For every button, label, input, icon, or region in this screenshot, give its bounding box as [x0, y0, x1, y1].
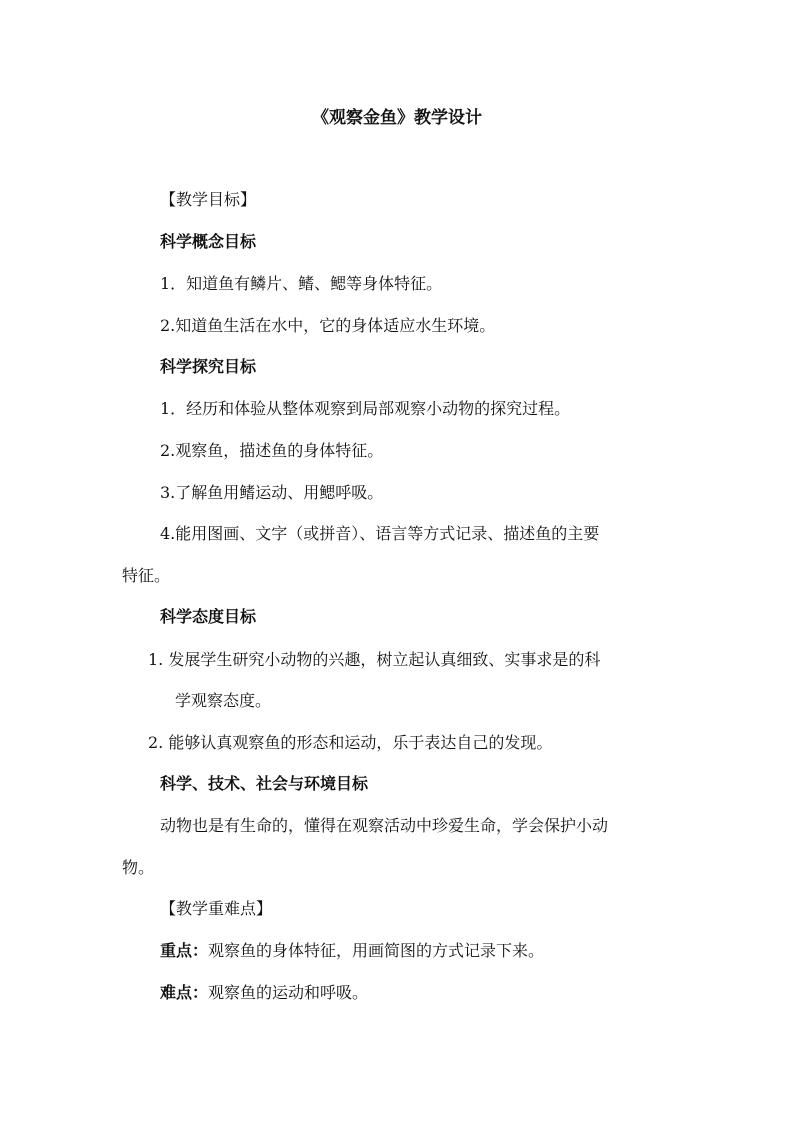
sts-item-1-continued: 物。: [122, 858, 155, 877]
key-point-text: 观察鱼的身体特征，用画简图的方式记录下来。: [208, 941, 545, 960]
key-point-line: [160, 941, 544, 961]
document-title: 《观察金鱼》教学设计: [312, 108, 482, 128]
section-heading-key-points: 【教学重难点】: [160, 899, 273, 918]
concept-item-2: 2.知道鱼生活在水中，它的身体适应水生环境。: [160, 316, 496, 335]
difficult-point-line: [160, 983, 368, 1003]
inquiry-item-4: 4.能用图画、文字（或拼音）、语言等方式记录、描述鱼的主要: [160, 524, 600, 543]
inquiry-item-2: 2.观察鱼，描述鱼的身体特征。: [160, 441, 384, 460]
sts-item-1: 动物也是有生命的，懂得在观察活动中珍爱生命，学会保护小动: [160, 816, 609, 835]
heading-inquiry-goal: 科学探究目标: [160, 357, 257, 376]
difficult-point-label: 难点：: [160, 983, 209, 1002]
heading-sts-goal: 科学、技术、社会与环境目标: [160, 774, 369, 793]
attitude-item-2: 2. 能够认真观察鱼的形态和运动，乐于表达自己的发现。: [148, 733, 553, 752]
inquiry-item-1: 1．经历和体验从整体观察到局部观察小动物的探究过程。: [160, 399, 571, 418]
attitude-item-1: 1. 发展学生研究小动物的兴趣，树立起认真细致、实事求是的科: [148, 650, 601, 669]
heading-attitude-goal: 科学态度目标: [160, 607, 257, 626]
attitude-item-1-continued: 学观察态度。: [175, 691, 272, 710]
heading-concept-goal: 科学概念目标: [160, 232, 257, 251]
concept-item-1: 1．知道鱼有鳞片、鳍、鳃等身体特征。: [160, 274, 443, 293]
inquiry-item-4-continued: 特征。: [122, 566, 171, 585]
section-heading-goals: 【教学目标】: [160, 190, 257, 209]
inquiry-item-3: 3.了解鱼用鳍运动、用鳃呼吸。: [160, 483, 384, 502]
key-point-label: 重点：: [160, 941, 209, 960]
difficult-point-text: 观察鱼的运动和呼吸。: [208, 983, 369, 1002]
